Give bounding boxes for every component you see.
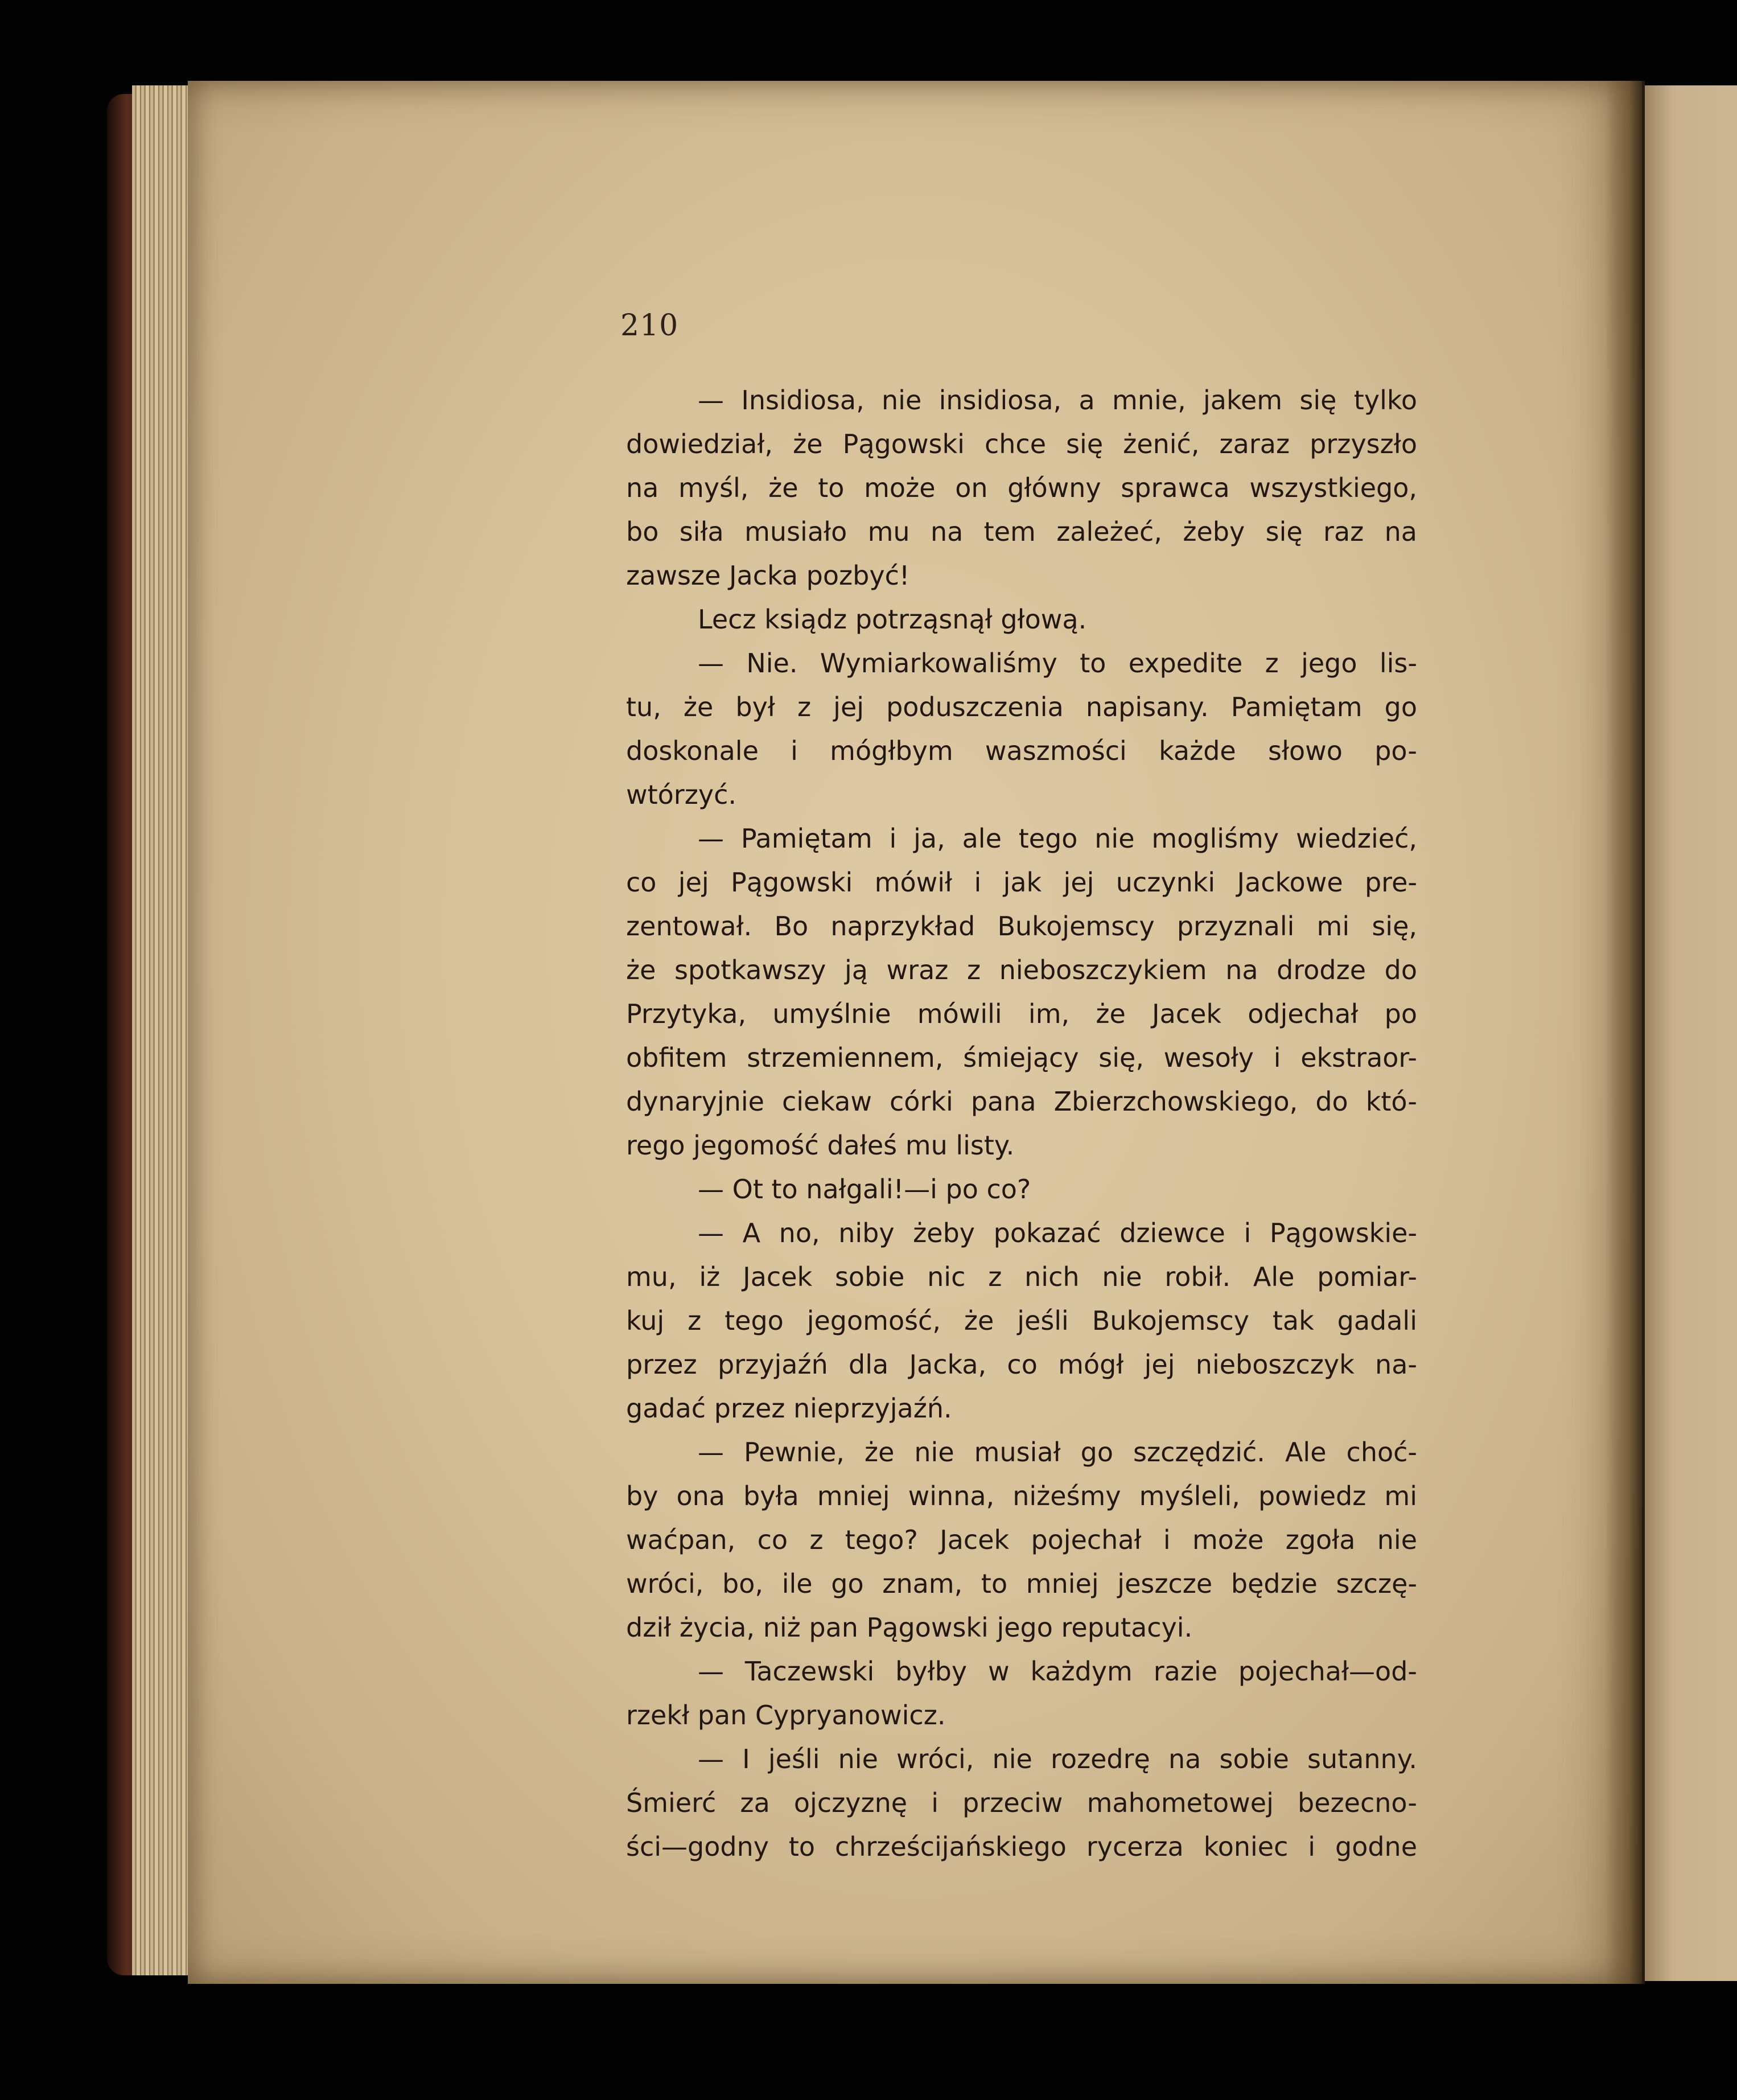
text-line: — Ot to nałgali!—i po co?	[698, 1174, 1031, 1205]
text-line: doskonale i mógłbym waszmości każde słowo po-	[626, 735, 1417, 766]
text-line: dynaryjnie ciekaw córki pana Zbierzchowskiego, do któ-	[626, 1086, 1417, 1117]
text-line: przez przyjaźń dla Jacka, co mógł jej nieboszczyk na-	[626, 1349, 1417, 1380]
book-gutter	[1605, 81, 1645, 1984]
text-line: ści—godny to chrześcijańskiego rycerza koniec i godne	[626, 1831, 1417, 1862]
text-line: dził życia, niż pan Pągowski jego reputacyi.	[626, 1612, 1193, 1643]
text-line: — Taczewski byłby w każdym razie pojechał—od-	[698, 1656, 1417, 1687]
text-line: na myśl, że to może on główny sprawca wszystkiego,	[626, 472, 1417, 503]
text-line: Śmierć za ojczyznę i przeciw mahometowej bezecno-	[626, 1787, 1417, 1818]
text-line: co jej Pągowski mówił i jak jej uczynki Jackowe pre-	[626, 867, 1417, 898]
text-line: — A no, niby żeby pokazać dziewce i Pągowskie-	[698, 1218, 1417, 1248]
text-line: Lecz ksiądz potrząsnął głową.	[698, 604, 1087, 635]
text-line: Przytyka, umyślnie mówili im, że Jacek odjechał po	[626, 998, 1417, 1029]
text-line: by ona była mniej winna, niżeśmy myśleli, powiedz mi	[626, 1481, 1417, 1511]
page-number: 210	[620, 309, 679, 343]
text-line: rzekł pan Cypryanowicz.	[626, 1700, 946, 1731]
text-line: waćpan, co z tego? Jacek pojechał i może zgoła nie	[626, 1524, 1417, 1555]
text-line: zentował. Bo naprzykład Bukojemscy przyznali mi się,	[626, 911, 1417, 942]
text-line: — Pewnie, że nie musiał go szczędzić. Ale choć-	[698, 1437, 1417, 1468]
body-text	[626, 379, 1417, 1869]
text-line: — I jeśli nie wróci, nie rozedrę na sobie sutanny.	[698, 1744, 1417, 1774]
right-page-edge	[1645, 85, 1737, 1981]
text-line: — Nie. Wymiarkowaliśmy to expedite z jego lis-	[698, 648, 1417, 679]
text-line: — Insidiosa, nie insidiosa, a mnie, jakem się tylko	[698, 385, 1417, 416]
text-line: gadać przez nieprzyjaźń.	[626, 1393, 952, 1424]
text-line: zawsze Jacka pozbyć!	[626, 560, 910, 591]
text-line: wtórzyć.	[626, 779, 736, 810]
text-line: dowiedział, że Pągowski chce się żenić, zaraz przyszło	[626, 429, 1417, 459]
text-line: mu, iż Jacek sobie nic z nich nie robił. Ale pomiar-	[626, 1261, 1417, 1292]
text-line: bo siła musiało mu na tem zależeć, żeby się raz na	[626, 516, 1417, 547]
text-line: że spotkawszy ją wraz z nieboszczykiem na drodze do	[626, 955, 1417, 985]
text-line: tu, że był z jej poduszczenia napisany. Pamiętam go	[626, 692, 1417, 722]
text-line: wróci, bo, ile go znam, to mniej jeszcze będzie szczę-	[626, 1568, 1417, 1599]
text-line: — Pamiętam i ja, ale tego nie mogliśmy wiedzieć,	[698, 823, 1417, 854]
text-line: kuj z tego jegomość, że jeśli Bukojemscy tak gadali	[626, 1305, 1417, 1336]
text-line: rego jegomość dałeś mu listy.	[626, 1130, 1015, 1161]
text-line: obfitem strzemiennem, śmiejący się, wesoły i ekstraor-	[626, 1042, 1417, 1073]
